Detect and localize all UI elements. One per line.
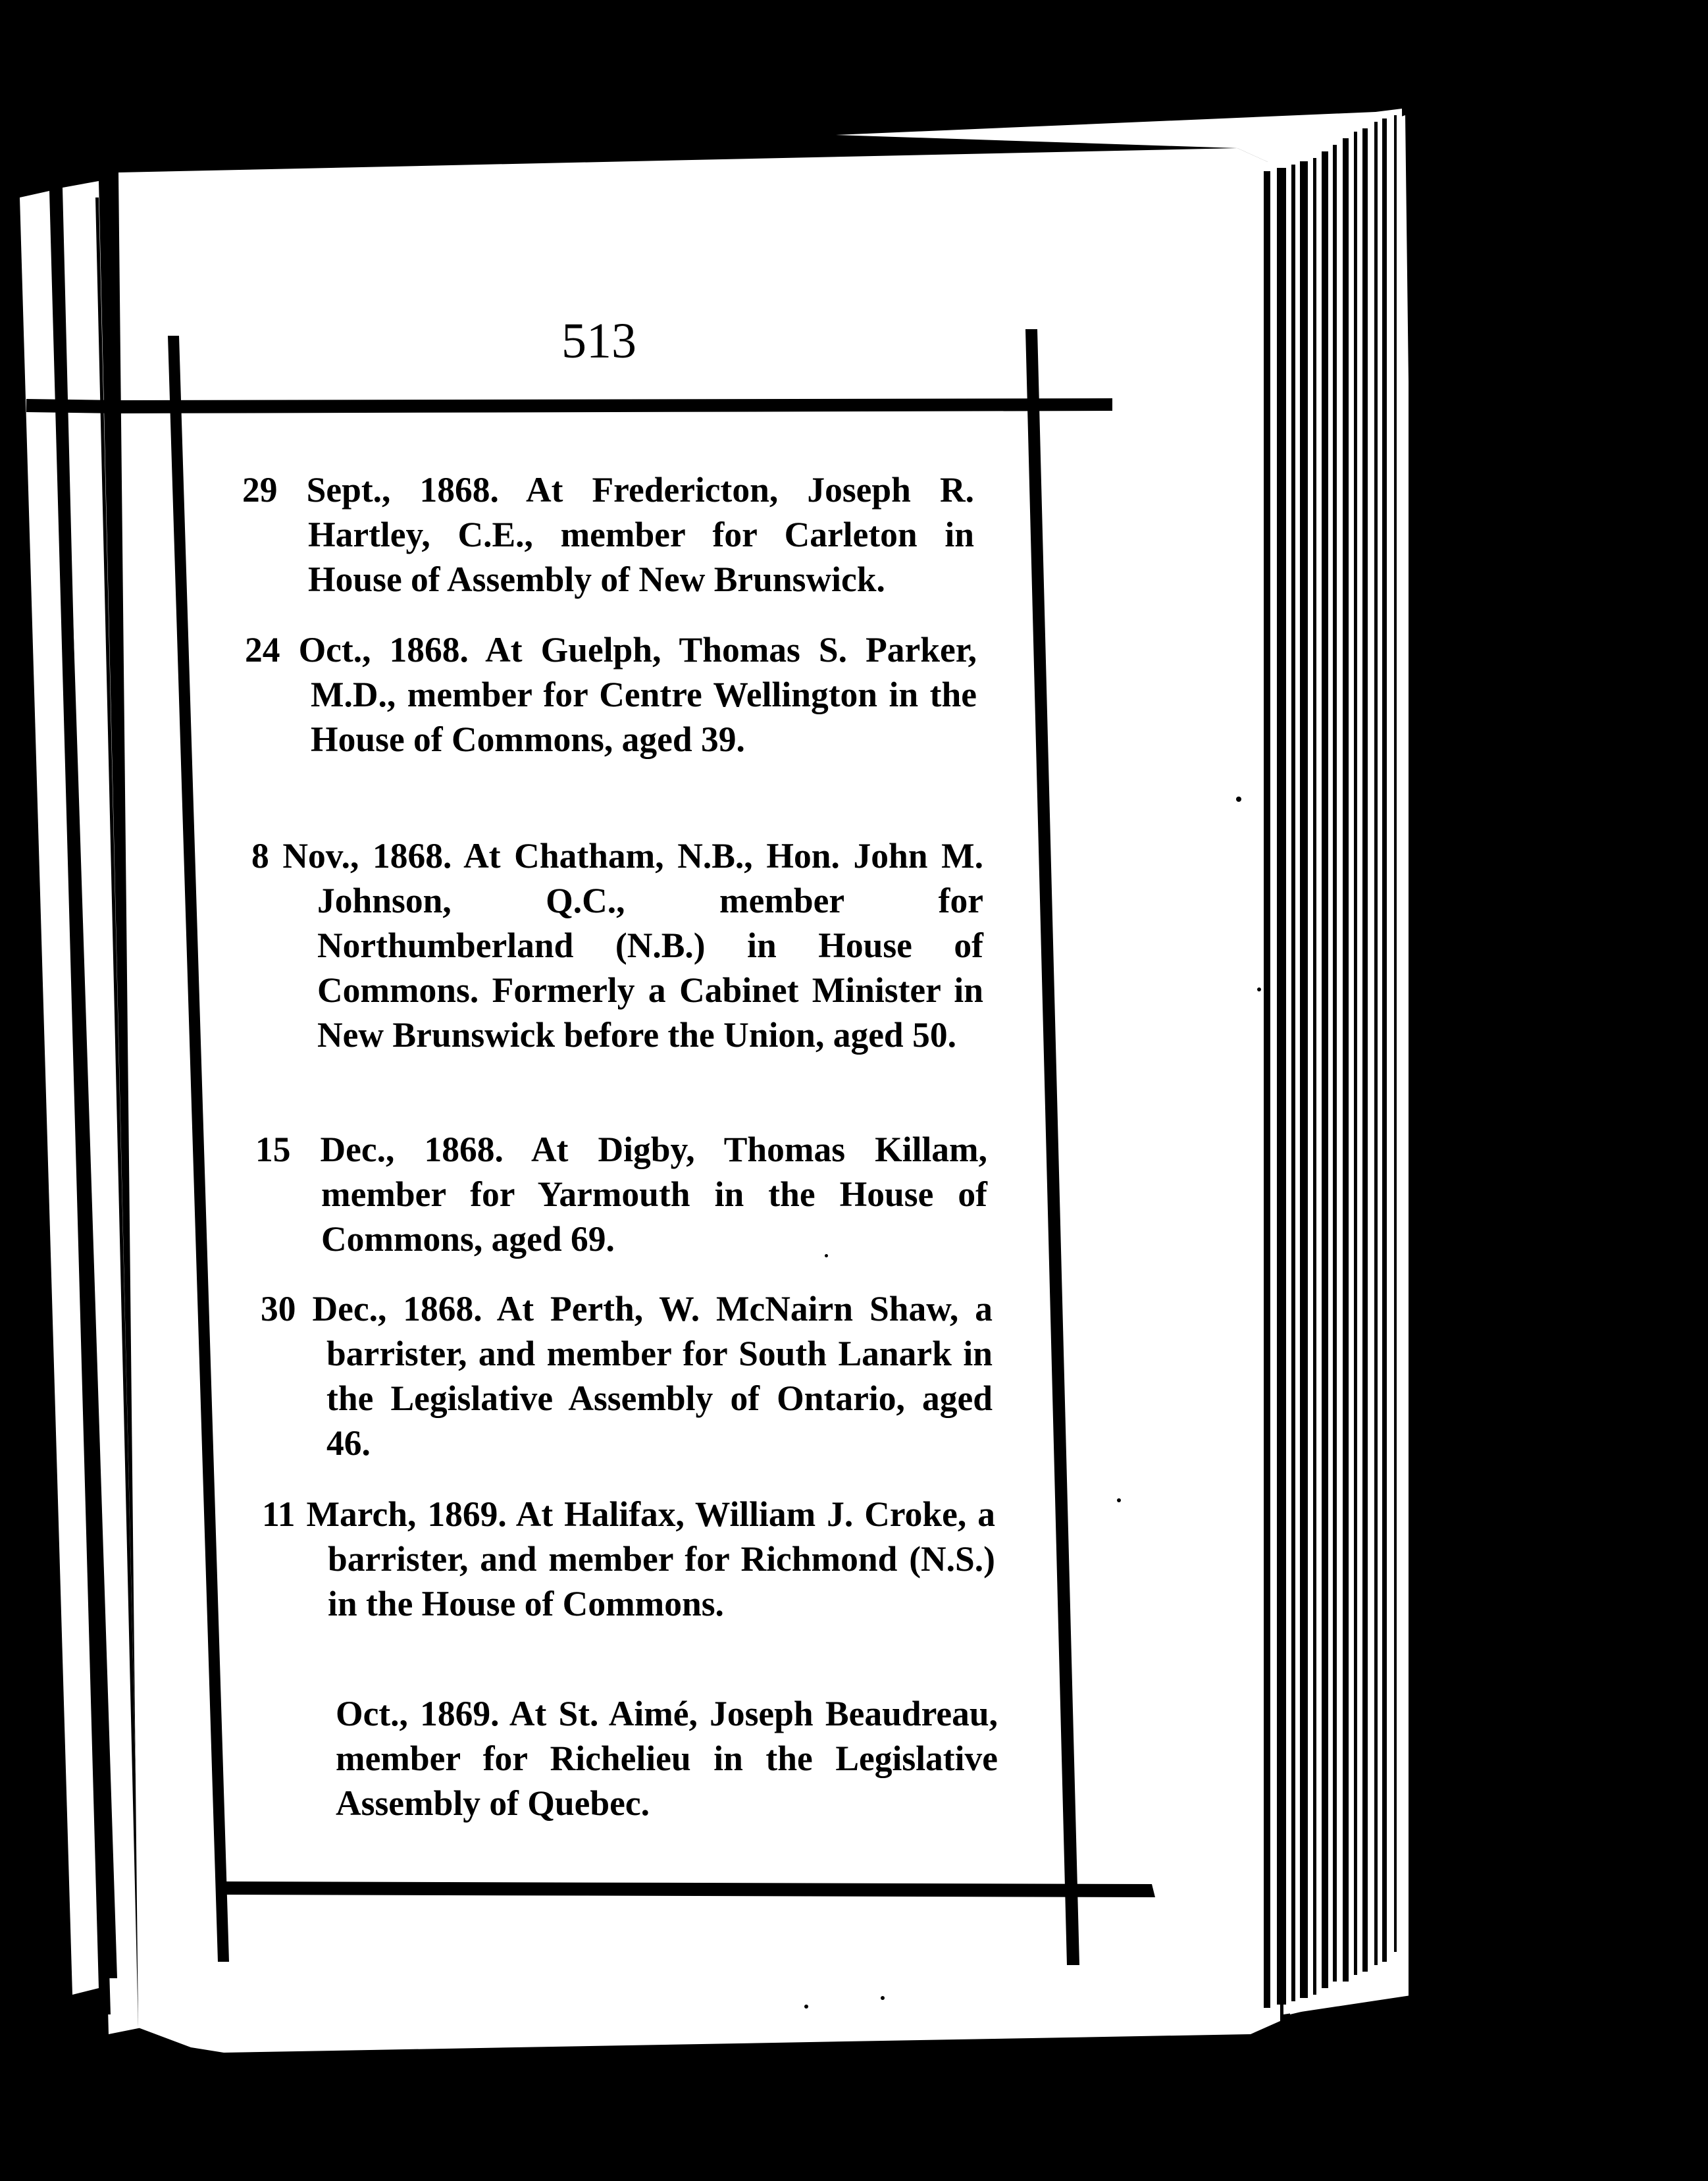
entry-text: At St. Aimé, Joseph Beaudreau, member for Richelieu in the Legislative Assembly of Quebec. xyxy=(336,1694,998,1823)
obituary-entry xyxy=(255,1127,987,1261)
entry-text: At Halifax, William J. Croke, a barrister, and member for Richmond (N.S.) in the House of Commons. xyxy=(328,1494,995,1623)
page-number: 513 xyxy=(561,313,636,369)
entry-text: At Perth, W. McNairn Shaw, a barrister, and member for South Lanark in the Legislative Assembly of Ontario, aged 46. xyxy=(326,1289,993,1463)
entry-date: 11 March, 1869. xyxy=(262,1494,507,1534)
entry-text: At Digby, Thomas Killam, member for Yarmouth in the House of Commons, aged 69. xyxy=(321,1130,987,1259)
entry-date: 24 Oct., 1868. xyxy=(245,630,469,670)
obituary-entry xyxy=(242,467,974,602)
entry-date: 30 Dec., 1868. xyxy=(261,1289,482,1328)
entry-date: 29 Sept., 1868. xyxy=(242,470,499,510)
obituary-entry xyxy=(261,1286,993,1465)
obituary-entry xyxy=(270,1691,998,1826)
obituary-entry xyxy=(245,627,977,762)
entry-date: Oct., 1869. xyxy=(336,1694,500,1733)
obituary-entry xyxy=(251,833,983,1057)
obituary-entry xyxy=(262,1492,995,1626)
entry-text: At Chatham, N.B., Hon. John M. Johnson, Q.C., member for Northumberland (N.B.) in House of Commons. Formerly a Cabinet Minister in New Brunswick before the Union, aged 50. xyxy=(317,836,984,1055)
entry-date: 8 Nov., 1868. xyxy=(251,836,452,876)
entry-text: At Fredericton, Joseph R. Hartley, C.E., member for Carleton in House of Assembly of New Brunswick. xyxy=(308,470,974,599)
entry-date: 15 Dec., 1868. xyxy=(255,1130,504,1169)
entry-text: At Guelph, Thomas S. Parker, M.D., member for Centre Wellington in the House of Commons, aged 39. xyxy=(311,630,977,759)
